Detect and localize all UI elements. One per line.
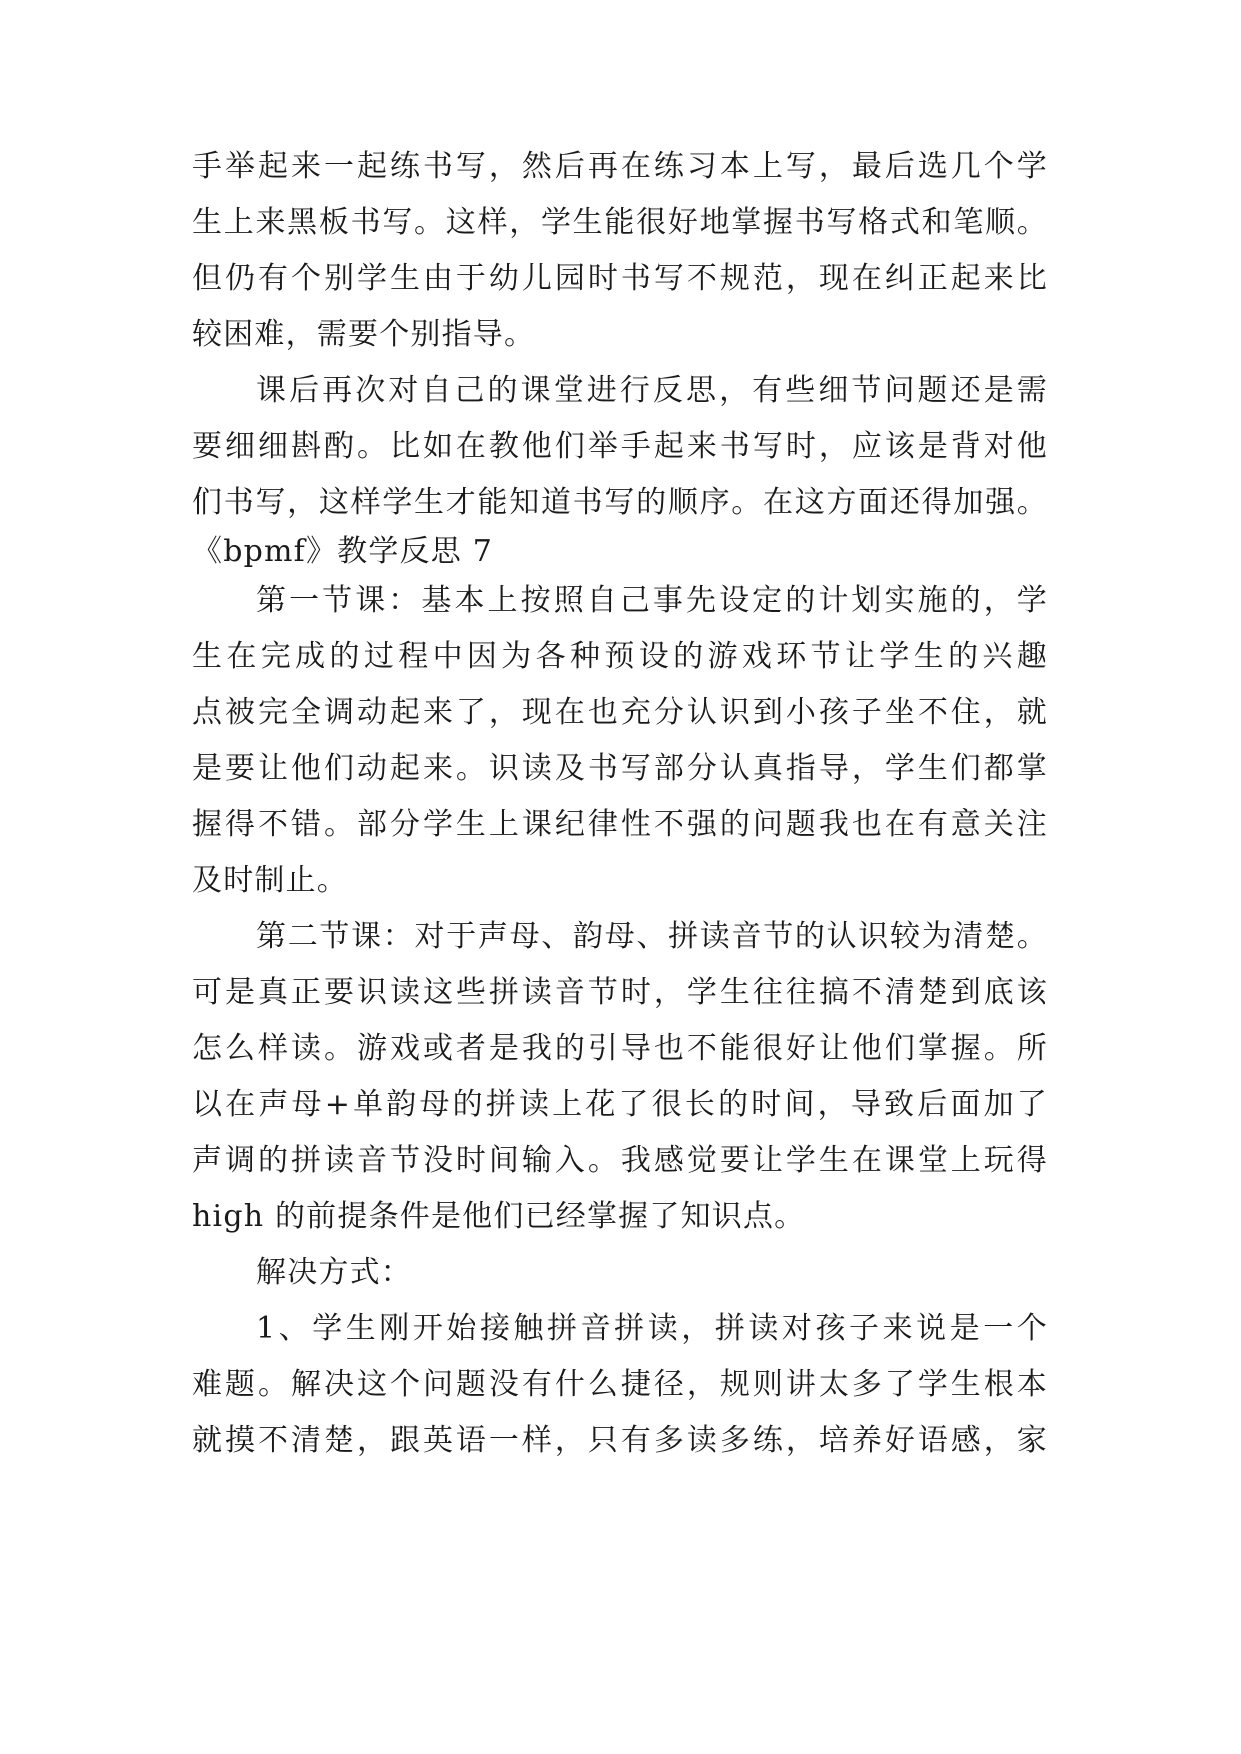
text-line-7: 们书写，这样学生才能知道书写的顺序。在这方面还得加强。 xyxy=(192,485,1048,520)
text-line-17: 怎么样读。游戏或者是我的引导也不能很好让他们掌握。所 xyxy=(192,1031,1048,1066)
text-line-12: 是要让他们动起来。识读及书写部分认真指导，学生们都掌 xyxy=(192,751,1048,786)
text-line-9: 第一节课：基本上按照自己事先设定的计划实施的，学 xyxy=(256,583,1048,618)
text-line-18: 以在声母+单韵母的拼读上花了很长的时间，导致后面加了 xyxy=(192,1087,1048,1122)
text-line-11: 点被完全调动起来了，现在也充分认识到小孩子坐不住，就 xyxy=(192,695,1048,730)
text-line-14: 及时制止。 xyxy=(192,863,348,898)
text-line-13: 握得不错。部分学生上课纪律性不强的问题我也在有意关注 xyxy=(192,807,1048,842)
text-line-3: 但仍有个别学生由于幼儿园时书写不规范，现在纠正起来比 xyxy=(192,261,1048,296)
text-line-23: 难题。解决这个问题没有什么捷径，规则讲太多了学生根本 xyxy=(192,1367,1048,1402)
text-line-15: 第二节课：对于声母、韵母、拼读音节的认识较为清楚。 xyxy=(256,919,1048,954)
text-line-5: 课后再次对自己的课堂进行反思，有些细节问题还是需 xyxy=(256,373,1048,408)
text-line-16: 可是真正要识读这些拼读音节时，学生往往搞不清楚到底该 xyxy=(192,975,1048,1010)
text-line-6: 要细细斟酌。比如在教他们举手起来书写时，应该是背对他 xyxy=(192,429,1048,464)
text-line-10: 生在完成的过程中因为各种预设的游戏环节让学生的兴趣 xyxy=(192,639,1048,674)
text-line-24: 就摸不清楚，跟英语一样，只有多读多练，培养好语感，家 xyxy=(192,1423,1048,1458)
text-line-19: 声调的拼读音节没时间输入。我感觉要让学生在课堂上玩得 xyxy=(192,1143,1048,1178)
text-line-2: 生上来黑板书写。这样，学生能很好地掌握书写格式和笔顺。 xyxy=(192,205,1048,240)
text-line-1: 手举起来一起练书写，然后再在练习本上写，最后选几个学 xyxy=(192,149,1048,184)
text-line-22: 1、学生刚开始接触拼音拼读，拼读对孩子来说是一个 xyxy=(256,1311,1048,1346)
text-line-20: high 的前提条件是他们已经掌握了知识点。 xyxy=(192,1199,806,1234)
text-line-4: 较困难，需要个别指导。 xyxy=(192,317,536,352)
text-line-21: 解决方式： xyxy=(256,1255,412,1290)
section-heading: 《bpmf》教学反思 7 xyxy=(192,534,493,569)
